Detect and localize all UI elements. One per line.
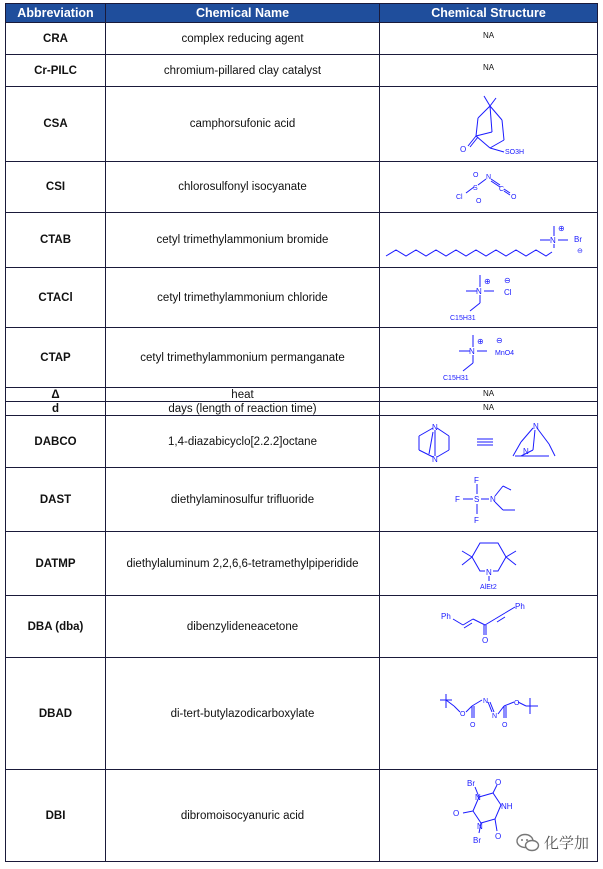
structure-cell [380,213,598,268]
chemical-name-cell: cetyl trimethylammonium bromide [106,213,380,268]
table-row [6,23,598,55]
chemical-name-cell: complex reducing agent [106,23,380,55]
ctap-structure [439,331,539,385]
chemical-name-cell: diethylaluminum 2,2,6,6-tetramethylpiperidide [106,532,380,596]
structure-cell [380,596,598,658]
chemical-name-cell: chromium-pillared clay catalyst [106,55,380,87]
abbreviation-cell: CTAP [6,328,106,388]
camphorsulfonic-acid-structure [434,90,544,158]
abbreviation-cell: d [6,402,106,416]
oxygen-label: O [472,172,478,179]
header-abbreviation: Abbreviation [6,4,106,23]
nitrogen-label: N [491,712,497,720]
oxygen-label: O [452,808,459,818]
dabco-structure [409,420,569,464]
fluorine-label: F [473,475,479,485]
chemical-name-cell: chlorosulfonyl isocyanate [106,162,380,213]
minus-charge: ⊖ [503,275,511,285]
structure-cell [380,416,598,468]
carbon-label: C [498,186,504,193]
oxygen-label: O [475,198,481,205]
structure-na: NA [380,55,598,87]
nitrogen-label: N [522,446,529,456]
dibenzylideneacetone-structure [439,601,539,653]
table-row [6,532,598,596]
ctab-structure [382,216,596,264]
bromide-label: Br [573,235,582,244]
phenyl-label: Ph [440,611,451,621]
oxygen-label: O [510,194,516,201]
chemical-name-cell: 1,4-diazabicyclo[2.2.2]octane [106,416,380,468]
chlorine-label: Cl [455,194,463,201]
structure-cell [380,162,598,213]
watermark [516,832,589,853]
abbreviation-cell: DAST [6,468,106,532]
chemical-name-cell: dibenzylideneacetone [106,596,380,658]
sulfur-label: S [473,494,479,504]
structure-cell [380,468,598,532]
chemical-name-cell: days (length of reaction time) [106,402,380,416]
structure-na: NA [380,388,598,402]
oxygen-label: O [501,721,507,729]
table-row [6,416,598,468]
aluminum-label: AlEt2 [479,583,497,591]
oxygen-label: O [469,721,475,729]
table-row [6,268,598,328]
nitrogen-label: N [485,567,492,577]
table-row [6,658,598,770]
oxygen-label: O [513,699,519,707]
table-row [6,162,598,213]
chemical-name-cell: cetyl trimethylammonium chloride [106,268,380,328]
oxygen-label: O [494,831,501,841]
abbreviation-cell: CSI [6,162,106,213]
abbreviation-cell: DATMP [6,532,106,596]
ctacl-structure [444,271,534,325]
oxygen-label: O [459,145,466,154]
table-row [6,213,598,268]
table-row [6,55,598,87]
fluorine-label: F [473,515,479,525]
table-row [6,596,598,658]
table-row [6,770,598,862]
chemical-name-cell: cetyl trimethylammonium permanganate [106,328,380,388]
nitrogen-label: N [485,174,491,181]
oxygen-label: O [459,710,465,718]
structure-cell [380,87,598,162]
plus-charge: ⊕ [483,276,491,286]
structure-cell [380,268,598,328]
structure-na: NA [380,402,598,416]
nitrogen-label: N [468,346,475,356]
nitrogen-label: N [482,697,488,705]
alkyl-chain-label: C15H31 [442,374,469,382]
nitrogen-label: N [475,286,482,296]
header-chemical-name: Chemical Name [106,4,380,23]
abbreviation-cell: Δ [6,388,106,402]
abbreviation-cell: Cr-PILC [6,55,106,87]
table-row [6,402,598,416]
abbreviation-cell: DABCO [6,416,106,468]
alkyl-chain-label: C15H31 [449,314,476,322]
abbreviation-cell: DBAD [6,658,106,770]
nitrogen-label: N [476,821,483,831]
chemical-name-cell: camphorsufonic acid [106,87,380,162]
structure-cell [380,328,598,388]
table-row [6,468,598,532]
permanganate-label: MnO4 [494,349,514,357]
nh-label: NH [500,801,513,811]
table-row [6,87,598,162]
sulfonic-label: SO3H [504,149,524,156]
chlorosulfonyl-isocyanate-structure [454,167,524,207]
oxygen-label: O [481,635,488,645]
header-chemical-structure: Chemical Structure [380,4,598,23]
datmp-structure [454,535,524,593]
abbreviation-table [5,3,598,862]
structure-cell [380,658,598,770]
plus-charge: ⊕ [557,224,565,233]
dast-structure [449,472,529,528]
abbreviation-cell: DBA (dba) [6,596,106,658]
phenyl-label: Ph [514,601,525,611]
abbreviation-cell: CTACl [6,268,106,328]
nitrogen-label: N [474,792,481,802]
chemical-name-cell: diethylaminosulfur trifluoride [106,468,380,532]
abbreviation-cell: CRA [6,23,106,55]
nitrogen-label: N [549,236,556,245]
minus-charge: ⊖ [495,335,503,345]
dbad-structure [434,686,544,742]
plus-charge: ⊕ [476,336,484,346]
nitrogen-label: N [431,422,438,432]
abbreviation-cell: CTAB [6,213,106,268]
structure-cell [380,532,598,596]
bromine-label: Br [472,835,481,845]
fluorine-label: F [454,494,460,504]
sulfur-label: S [472,185,478,192]
chemical-name-cell: di-tert-butylazodicarboxylate [106,658,380,770]
table-header-row [6,4,598,23]
nitrogen-label: N [532,421,539,431]
table-row [6,388,598,402]
table-row [6,328,598,388]
abbreviation-cell: CSA [6,87,106,162]
chloride-label: Cl [503,287,512,297]
structure-na: NA [380,23,598,55]
chemical-name-cell: dibromoisocyanuric acid [106,770,380,862]
minus-charge: ⊖ [576,248,583,255]
oxygen-label: O [494,777,501,787]
nitrogen-label: N [489,494,496,504]
nitrogen-label: N [431,454,438,464]
bromine-label: Br [466,778,475,788]
chemical-name-cell: heat [106,388,380,402]
abbreviation-cell: DBI [6,770,106,862]
wechat-icon [516,833,540,853]
watermark-text: 化学加 [543,835,589,852]
